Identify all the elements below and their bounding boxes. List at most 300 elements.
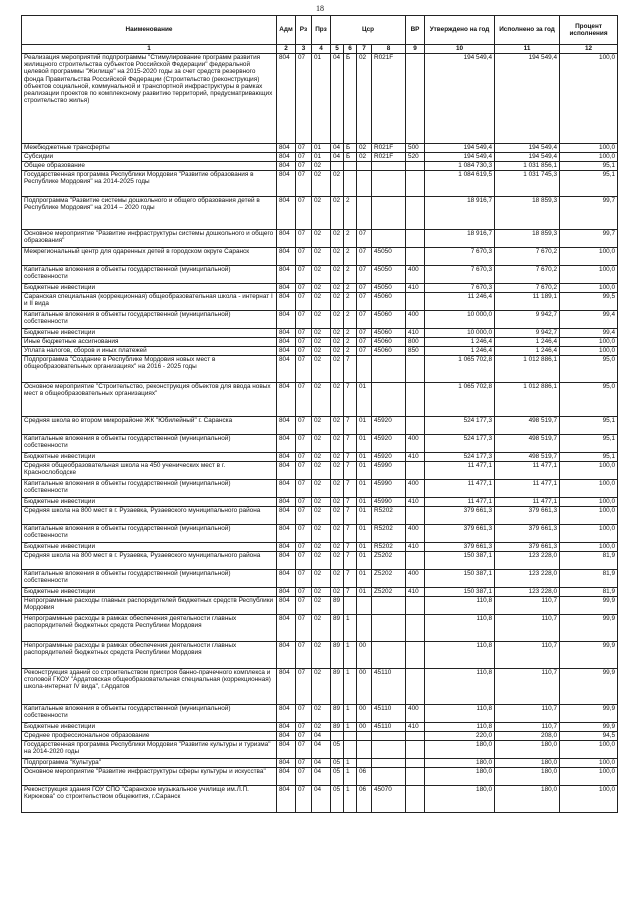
row-csr-part: 7 <box>344 525 357 543</box>
row-rz: 07 <box>296 248 312 266</box>
row-vr <box>406 383 425 417</box>
row-csr-part: 02 <box>331 498 344 507</box>
row-adm: 804 <box>277 741 296 759</box>
row-name: Бюджетные инвестиции <box>22 723 277 732</box>
table-row <box>22 732 618 741</box>
row-csr-part: 89 <box>331 705 344 723</box>
table-row <box>22 144 618 153</box>
column-number: 10 <box>425 45 495 54</box>
row-approved: 1 246,4 <box>425 338 495 347</box>
row-name: Бюджетные инвестиции <box>22 453 277 462</box>
row-percent: 100,0 <box>560 347 618 356</box>
row-vr <box>406 171 425 197</box>
table-row <box>22 741 618 759</box>
row-prz: 02 <box>312 197 331 230</box>
table-row <box>22 230 618 248</box>
row-approved: 10 000,0 <box>425 329 495 338</box>
row-prz: 02 <box>312 230 331 248</box>
row-approved: 180,0 <box>425 768 495 786</box>
row-csr-code: 45060 <box>372 338 406 347</box>
row-rz: 07 <box>296 230 312 248</box>
row-adm: 804 <box>277 525 296 543</box>
row-percent: 99,7 <box>560 197 618 230</box>
row-vr <box>406 162 425 171</box>
row-percent: 99,9 <box>560 642 618 669</box>
row-prz: 02 <box>312 525 331 543</box>
row-csr-part: 02 <box>331 356 344 383</box>
column-number-row <box>22 45 618 54</box>
row-rz: 07 <box>296 266 312 284</box>
row-percent: 99,9 <box>560 597 618 615</box>
row-name: Непрограммные расходы в рамках обеспечения деятельности главных распорядителей бюджетных средств Республики Мордовия <box>22 642 277 669</box>
row-csr-part: 06 <box>357 768 372 786</box>
row-csr-part: 01 <box>357 480 372 498</box>
row-rz: 07 <box>296 597 312 615</box>
row-prz: 02 <box>312 588 331 597</box>
row-prz: 04 <box>312 732 331 741</box>
row-csr-part: 01 <box>357 453 372 462</box>
row-adm: 804 <box>277 588 296 597</box>
row-csr-part <box>344 741 357 759</box>
row-rz: 07 <box>296 197 312 230</box>
row-csr-part: 02 <box>331 197 344 230</box>
row-prz: 04 <box>312 759 331 768</box>
row-vr: 400 <box>406 435 425 453</box>
row-approved: 524 177,3 <box>425 417 495 435</box>
row-approved: 180,0 <box>425 786 495 813</box>
row-percent: 95,1 <box>560 162 618 171</box>
row-prz: 02 <box>312 453 331 462</box>
table-row <box>22 786 618 813</box>
row-csr-part: 2 <box>344 266 357 284</box>
row-csr-part: 02 <box>331 230 344 248</box>
table-row <box>22 615 618 642</box>
table-row <box>22 54 618 144</box>
header-plan: Утверждено на год <box>425 16 495 45</box>
column-number: 6 <box>344 45 357 54</box>
row-csr-code <box>372 642 406 669</box>
row-csr-part: 2 <box>344 248 357 266</box>
row-vr: 800 <box>406 338 425 347</box>
row-approved: 11 477,1 <box>425 462 495 480</box>
row-percent: 100,0 <box>560 248 618 266</box>
row-approved: 1 246,4 <box>425 347 495 356</box>
row-csr-code: 45990 <box>372 498 406 507</box>
column-number: 1 <box>22 45 277 54</box>
row-executed: 1 031 856,1 <box>495 162 560 171</box>
row-executed: 110,7 <box>495 642 560 669</box>
row-csr-part: 01 <box>357 507 372 525</box>
row-percent: 100,0 <box>560 741 618 759</box>
row-rz: 07 <box>296 723 312 732</box>
row-vr <box>406 597 425 615</box>
row-csr-part: 02 <box>331 588 344 597</box>
table-row <box>22 383 618 417</box>
row-csr-part: 89 <box>331 669 344 705</box>
row-executed: 1 246,4 <box>495 347 560 356</box>
row-csr-part <box>357 356 372 383</box>
row-rz: 07 <box>296 153 312 162</box>
row-percent: 100,0 <box>560 525 618 543</box>
row-csr-part: 89 <box>331 597 344 615</box>
row-percent: 95,1 <box>560 171 618 197</box>
row-percent: 99,9 <box>560 669 618 705</box>
row-percent: 100,0 <box>560 284 618 293</box>
row-csr-part: 02 <box>331 347 344 356</box>
row-adm: 804 <box>277 197 296 230</box>
row-approved: 11 477,1 <box>425 498 495 507</box>
row-prz: 02 <box>312 435 331 453</box>
row-csr-part: 07 <box>357 347 372 356</box>
row-executed: 110,7 <box>495 597 560 615</box>
row-csr-part <box>344 732 357 741</box>
row-executed: 110,7 <box>495 615 560 642</box>
row-adm: 804 <box>277 498 296 507</box>
row-vr: 400 <box>406 525 425 543</box>
row-adm: 804 <box>277 786 296 813</box>
row-csr-code: R021F <box>372 144 406 153</box>
row-vr <box>406 642 425 669</box>
row-executed: 11 477,1 <box>495 462 560 480</box>
row-name: Капитальные вложения в объекты государственной (муниципальной) собственности <box>22 266 277 284</box>
row-percent: 100,0 <box>560 543 618 552</box>
row-vr <box>406 768 425 786</box>
row-csr-code: 45110 <box>372 705 406 723</box>
row-prz: 02 <box>312 705 331 723</box>
row-csr-part: 02 <box>357 144 372 153</box>
row-rz: 07 <box>296 642 312 669</box>
header-csr: Цср <box>331 16 406 45</box>
row-csr-code: R5202 <box>372 525 406 543</box>
row-adm: 804 <box>277 284 296 293</box>
row-csr-part: 01 <box>357 570 372 588</box>
row-csr-part: 1 <box>344 705 357 723</box>
row-vr <box>406 669 425 705</box>
table-row <box>22 153 618 162</box>
table-row <box>22 759 618 768</box>
row-approved: 110,8 <box>425 723 495 732</box>
row-percent: 81,9 <box>560 570 618 588</box>
row-approved: 1 065 702,8 <box>425 383 495 417</box>
row-csr-code: R5202 <box>372 543 406 552</box>
row-prz: 04 <box>312 741 331 759</box>
row-approved: 150 387,1 <box>425 552 495 570</box>
row-rz: 07 <box>296 705 312 723</box>
header-name: Наименование <box>22 16 277 45</box>
row-executed: 379 661,3 <box>495 543 560 552</box>
row-csr-part <box>357 162 372 171</box>
row-adm: 804 <box>277 171 296 197</box>
row-executed: 379 661,3 <box>495 507 560 525</box>
table-row <box>22 329 618 338</box>
row-name: Средняя школа на 800 мест в г. Рузаевка, Рузаевского муниципального района <box>22 507 277 525</box>
row-vr: 400 <box>406 266 425 284</box>
row-csr-part: 07 <box>357 266 372 284</box>
row-csr-code: Z5202 <box>372 588 406 597</box>
row-csr-part: 2 <box>344 197 357 230</box>
row-csr-part: 02 <box>331 311 344 329</box>
row-vr: 400 <box>406 311 425 329</box>
row-percent: 99,4 <box>560 329 618 338</box>
row-csr-part: 02 <box>331 435 344 453</box>
row-csr-part: 02 <box>331 552 344 570</box>
row-prz: 02 <box>312 266 331 284</box>
row-csr-code <box>372 759 406 768</box>
row-executed: 18 859,3 <box>495 197 560 230</box>
row-adm: 804 <box>277 615 296 642</box>
row-csr-part <box>357 732 372 741</box>
row-prz: 02 <box>312 417 331 435</box>
row-rz: 07 <box>296 732 312 741</box>
table-row <box>22 338 618 347</box>
row-percent: 100,0 <box>560 266 618 284</box>
row-rz: 07 <box>296 669 312 705</box>
budget-table <box>21 15 618 813</box>
row-name: Основное мероприятие "Развитие инфраструктуры системы дошкольного и общего образования" <box>22 230 277 248</box>
row-csr-part <box>357 171 372 197</box>
table-row <box>22 435 618 453</box>
table-row <box>22 543 618 552</box>
row-rz: 07 <box>296 329 312 338</box>
row-rz: 07 <box>296 552 312 570</box>
row-approved: 7 670,3 <box>425 284 495 293</box>
row-rz: 07 <box>296 525 312 543</box>
row-csr-part <box>344 171 357 197</box>
row-percent: 100,0 <box>560 786 618 813</box>
row-rz: 07 <box>296 786 312 813</box>
row-executed: 7 670,2 <box>495 266 560 284</box>
row-prz: 02 <box>312 329 331 338</box>
row-adm: 804 <box>277 162 296 171</box>
row-csr-part: 7 <box>344 552 357 570</box>
row-vr <box>406 732 425 741</box>
row-csr-part: 01 <box>357 462 372 480</box>
row-csr-code <box>372 197 406 230</box>
row-csr-part <box>357 615 372 642</box>
row-adm: 804 <box>277 311 296 329</box>
table-row <box>22 311 618 329</box>
row-csr-part: 07 <box>357 248 372 266</box>
row-executed: 1 012 886,1 <box>495 356 560 383</box>
row-adm: 804 <box>277 597 296 615</box>
row-executed: 9 942,7 <box>495 329 560 338</box>
row-name: Саранская специальная (коррекционная) общеобразовательная школа - интернат I и II вида <box>22 293 277 311</box>
row-vr <box>406 786 425 813</box>
row-vr <box>406 741 425 759</box>
row-csr-part: 7 <box>344 435 357 453</box>
row-csr-part: 1 <box>344 759 357 768</box>
row-executed: 11 477,1 <box>495 480 560 498</box>
row-csr-part: 02 <box>331 462 344 480</box>
row-name: Бюджетные инвестиции <box>22 588 277 597</box>
row-rz: 07 <box>296 383 312 417</box>
row-adm: 804 <box>277 759 296 768</box>
row-vr <box>406 552 425 570</box>
table-row <box>22 347 618 356</box>
row-csr-part <box>357 759 372 768</box>
row-rz: 07 <box>296 162 312 171</box>
row-percent: 100,0 <box>560 153 618 162</box>
row-executed: 123 228,0 <box>495 570 560 588</box>
row-adm: 804 <box>277 507 296 525</box>
row-rz: 07 <box>296 453 312 462</box>
column-number: 4 <box>312 45 331 54</box>
row-approved: 110,8 <box>425 597 495 615</box>
row-approved: 379 661,3 <box>425 507 495 525</box>
row-executed: 1 031 745,3 <box>495 171 560 197</box>
row-rz: 07 <box>296 356 312 383</box>
row-approved: 110,8 <box>425 642 495 669</box>
row-name: Реконструкция здания ГОУ СПО "Саранское музыкальное училище им.Л.П. Кирюкова" со строительством общежития, г.Саранск <box>22 786 277 813</box>
row-csr-part: 7 <box>344 417 357 435</box>
row-approved: 379 661,3 <box>425 525 495 543</box>
row-rz: 07 <box>296 507 312 525</box>
row-percent: 95,1 <box>560 453 618 462</box>
row-rz: 07 <box>296 311 312 329</box>
row-adm: 804 <box>277 248 296 266</box>
row-executed: 110,7 <box>495 723 560 732</box>
row-rz: 07 <box>296 480 312 498</box>
row-name: Подпрограмма "Создание в Республике Мордовия новых мест в общеобразовательных организациях" на 2016 - 2025 годы <box>22 356 277 383</box>
row-executed: 180,0 <box>495 768 560 786</box>
header-row <box>22 16 618 45</box>
row-csr-part: 07 <box>357 329 372 338</box>
row-vr: 500 <box>406 144 425 153</box>
row-csr-part: 2 <box>344 284 357 293</box>
row-vr <box>406 507 425 525</box>
row-csr-part: 02 <box>331 171 344 197</box>
row-approved: 1 065 702,8 <box>425 356 495 383</box>
row-vr: 400 <box>406 480 425 498</box>
row-csr-part: 2 <box>344 329 357 338</box>
row-vr: 410 <box>406 453 425 462</box>
row-csr-part: 07 <box>357 311 372 329</box>
row-name: Капитальные вложения в объекты государственной (муниципальной) собственности <box>22 311 277 329</box>
row-csr-part <box>357 741 372 759</box>
row-prz: 02 <box>312 171 331 197</box>
row-csr-part: 01 <box>357 435 372 453</box>
table-row <box>22 723 618 732</box>
column-number: 5 <box>331 45 344 54</box>
row-approved: 11 477,1 <box>425 480 495 498</box>
row-rz: 07 <box>296 741 312 759</box>
row-prz: 01 <box>312 144 331 153</box>
column-number: 7 <box>357 45 372 54</box>
row-csr-code <box>372 383 406 417</box>
row-csr-code: 45050 <box>372 266 406 284</box>
row-prz: 02 <box>312 248 331 266</box>
row-percent: 99,7 <box>560 230 618 248</box>
row-name: Бюджетные инвестиции <box>22 329 277 338</box>
row-csr-part: 02 <box>357 153 372 162</box>
row-rz: 07 <box>296 570 312 588</box>
row-csr-part: 1 <box>344 642 357 669</box>
row-csr-part: 2 <box>344 347 357 356</box>
table-row <box>22 480 618 498</box>
row-csr-part: 01 <box>357 498 372 507</box>
row-csr-part: 02 <box>357 54 372 144</box>
row-approved: 524 177,3 <box>425 435 495 453</box>
row-percent: 94,5 <box>560 732 618 741</box>
row-executed: 498 519,7 <box>495 453 560 462</box>
table-row <box>22 525 618 543</box>
row-adm: 804 <box>277 768 296 786</box>
table-row <box>22 507 618 525</box>
row-approved: 180,0 <box>425 741 495 759</box>
row-csr-part <box>331 162 344 171</box>
row-percent: 81,9 <box>560 588 618 597</box>
row-approved: 110,8 <box>425 705 495 723</box>
row-adm: 804 <box>277 293 296 311</box>
row-percent: 100,0 <box>560 480 618 498</box>
row-adm: 804 <box>277 705 296 723</box>
header-rz: Рз <box>296 16 312 45</box>
row-csr-code: 45060 <box>372 311 406 329</box>
row-csr-part: 06 <box>357 786 372 813</box>
row-rz: 07 <box>296 588 312 597</box>
row-vr: 520 <box>406 153 425 162</box>
row-rz: 07 <box>296 498 312 507</box>
row-prz: 02 <box>312 462 331 480</box>
row-percent: 95,0 <box>560 356 618 383</box>
row-csr-part: 89 <box>331 642 344 669</box>
row-csr-part: 02 <box>331 525 344 543</box>
row-percent: 95,1 <box>560 417 618 435</box>
row-csr-code: 45060 <box>372 347 406 356</box>
row-csr-part: 05 <box>331 741 344 759</box>
row-percent: 100,0 <box>560 144 618 153</box>
row-csr-part: 7 <box>344 588 357 597</box>
row-prz: 02 <box>312 552 331 570</box>
row-csr-code: 45990 <box>372 462 406 480</box>
row-name: Государственная программа Республики Мордовия "Развитие культуры и туризма" на 2014-2020 годы <box>22 741 277 759</box>
row-csr-part: 04 <box>331 144 344 153</box>
row-percent: 100,0 <box>560 338 618 347</box>
row-executed: 123 228,0 <box>495 552 560 570</box>
row-csr-code <box>372 768 406 786</box>
row-adm: 804 <box>277 462 296 480</box>
row-prz: 02 <box>312 507 331 525</box>
row-executed: 180,0 <box>495 741 560 759</box>
row-csr-part: 02 <box>331 417 344 435</box>
table-row <box>22 705 618 723</box>
table-row <box>22 356 618 383</box>
row-executed: 180,0 <box>495 786 560 813</box>
row-csr-part: 89 <box>331 723 344 732</box>
row-rz: 07 <box>296 144 312 153</box>
row-name: Капитальные вложения в объекты государственной (муниципальной) собственности <box>22 705 277 723</box>
row-executed: 1 012 886,1 <box>495 383 560 417</box>
table-row <box>22 588 618 597</box>
table-row <box>22 462 618 480</box>
row-csr-part: 00 <box>357 723 372 732</box>
row-approved: 18 916,7 <box>425 230 495 248</box>
row-executed: 498 519,7 <box>495 435 560 453</box>
row-executed: 18 859,3 <box>495 230 560 248</box>
row-csr-part: 02 <box>331 338 344 347</box>
row-executed: 110,7 <box>495 669 560 705</box>
row-vr: 850 <box>406 347 425 356</box>
row-approved: 379 661,3 <box>425 543 495 552</box>
header-fact: Исполнено за год <box>495 16 560 45</box>
row-csr-part <box>331 732 344 741</box>
row-csr-part <box>344 162 357 171</box>
row-csr-code <box>372 356 406 383</box>
row-prz: 02 <box>312 338 331 347</box>
row-csr-code: 45920 <box>372 435 406 453</box>
row-csr-code: Z5202 <box>372 552 406 570</box>
row-approved: 110,8 <box>425 615 495 642</box>
